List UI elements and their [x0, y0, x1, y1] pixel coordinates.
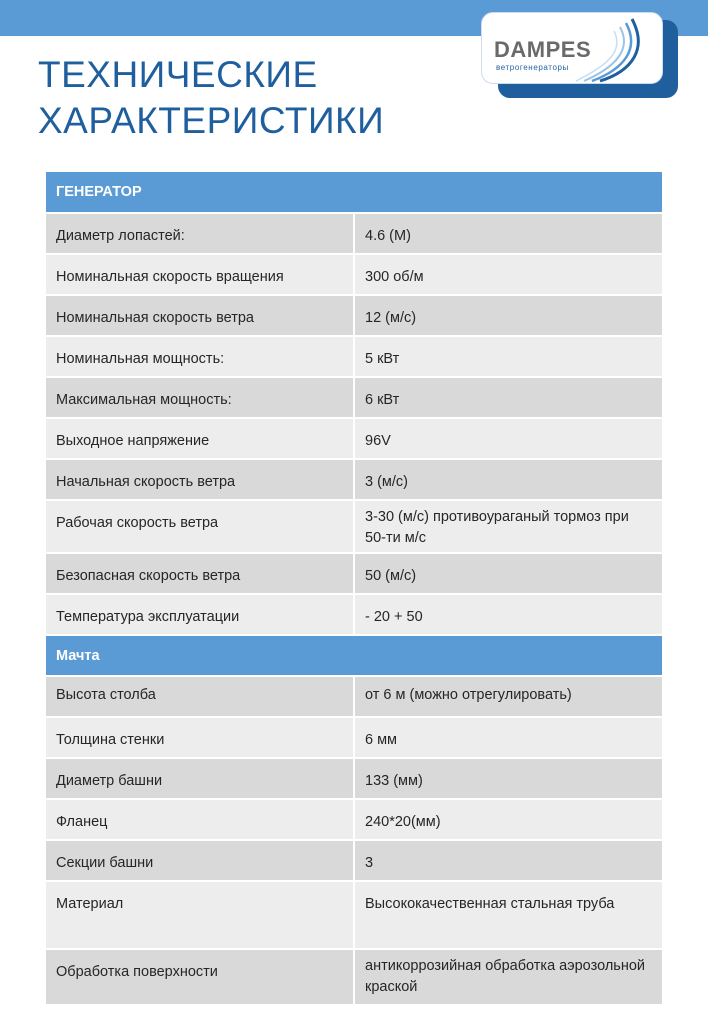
- table-row: [46, 949, 662, 1005]
- spec-label: Максимальная мощность:: [56, 392, 232, 408]
- table-row: [46, 336, 662, 377]
- table-row: [46, 799, 662, 840]
- table-row: [46, 295, 662, 336]
- table-row: [46, 676, 662, 717]
- spec-value: 12 (м/с): [365, 310, 417, 326]
- spec-value: 6 мм: [365, 732, 398, 748]
- table-row: [46, 213, 662, 254]
- spec-value: 5 кВт: [365, 351, 400, 367]
- table-row: [46, 254, 662, 295]
- spec-label: Обработка поверхности: [56, 964, 218, 980]
- table-row: [46, 594, 662, 635]
- table-row: [46, 881, 662, 949]
- spec-label: Выходное напряжение: [56, 433, 210, 449]
- generator-spec-table: [46, 172, 662, 636]
- table-row: [46, 377, 662, 418]
- table-row: [46, 553, 662, 594]
- spec-value: 6 кВт: [365, 392, 400, 408]
- spec-value: Высококачественная стальная труба: [365, 896, 615, 912]
- page-title-line1: ТЕХНИЧЕСКИЕ: [38, 54, 318, 95]
- spec-label: Номинальная скорость ветра: [56, 310, 254, 326]
- spec-label: Номинальная скорость вращения: [56, 269, 284, 285]
- spec-value: 3-30 (м/с) противоураганый тормоз при 50-ти м/с: [365, 509, 629, 546]
- table-row: [46, 758, 662, 799]
- table-row: [46, 717, 662, 758]
- spec-label: Диаметр башни: [56, 773, 163, 789]
- spec-label: Температура эксплуатации: [56, 609, 240, 625]
- spec-value: 4.6 (М): [365, 228, 411, 244]
- spec-value: антикоррозийная обработка аэрозольной краской: [365, 958, 646, 995]
- spec-value: 50 (м/с): [365, 568, 417, 584]
- table-row: [46, 840, 662, 881]
- spec-value: 96V: [365, 433, 391, 449]
- spec-label: Начальная скорость ветра: [56, 474, 236, 490]
- table-row: [46, 500, 662, 553]
- logo-wordmark: DAMPES: [494, 37, 592, 62]
- page-title-line2: ХАРАКТЕРИСТИКИ: [38, 100, 385, 141]
- mast-spec-table: [46, 636, 662, 1006]
- spec-label: Секции башни: [56, 855, 154, 871]
- spec-label: Фланец: [56, 814, 108, 830]
- spec-label: Материал: [56, 896, 124, 912]
- spec-label: Рабочая скорость ветра: [56, 515, 219, 531]
- spec-label: Номинальная мощность:: [56, 351, 225, 367]
- spec-label: Высота столба: [56, 687, 156, 703]
- logo-subtitle: ветрогенераторы: [496, 63, 569, 72]
- generator-header: ГЕНЕРАТОР: [46, 172, 662, 213]
- generator-header-row: [46, 172, 662, 213]
- mast-header-row: [46, 636, 662, 676]
- brand-logo: [481, 12, 663, 84]
- spec-value: от 6 м (можно отрегулировать): [365, 687, 572, 703]
- table-row: [46, 459, 662, 500]
- spec-value: 3 (м/с): [365, 474, 408, 490]
- spec-value: 300 об/м: [365, 269, 424, 285]
- spec-label: Диаметр лопастей:: [56, 228, 185, 244]
- page-title: [38, 52, 458, 144]
- spec-value: 240*20(мм): [365, 814, 441, 830]
- spec-value: - 20 + 50: [365, 609, 423, 625]
- spec-value: 3: [365, 855, 374, 871]
- mast-header: Мачта: [46, 636, 662, 676]
- spec-label: Безопасная скорость ветра: [56, 568, 241, 584]
- table-row: [46, 418, 662, 459]
- spec-label: Толщина стенки: [56, 732, 165, 748]
- spec-value: 133 (мм): [365, 773, 423, 789]
